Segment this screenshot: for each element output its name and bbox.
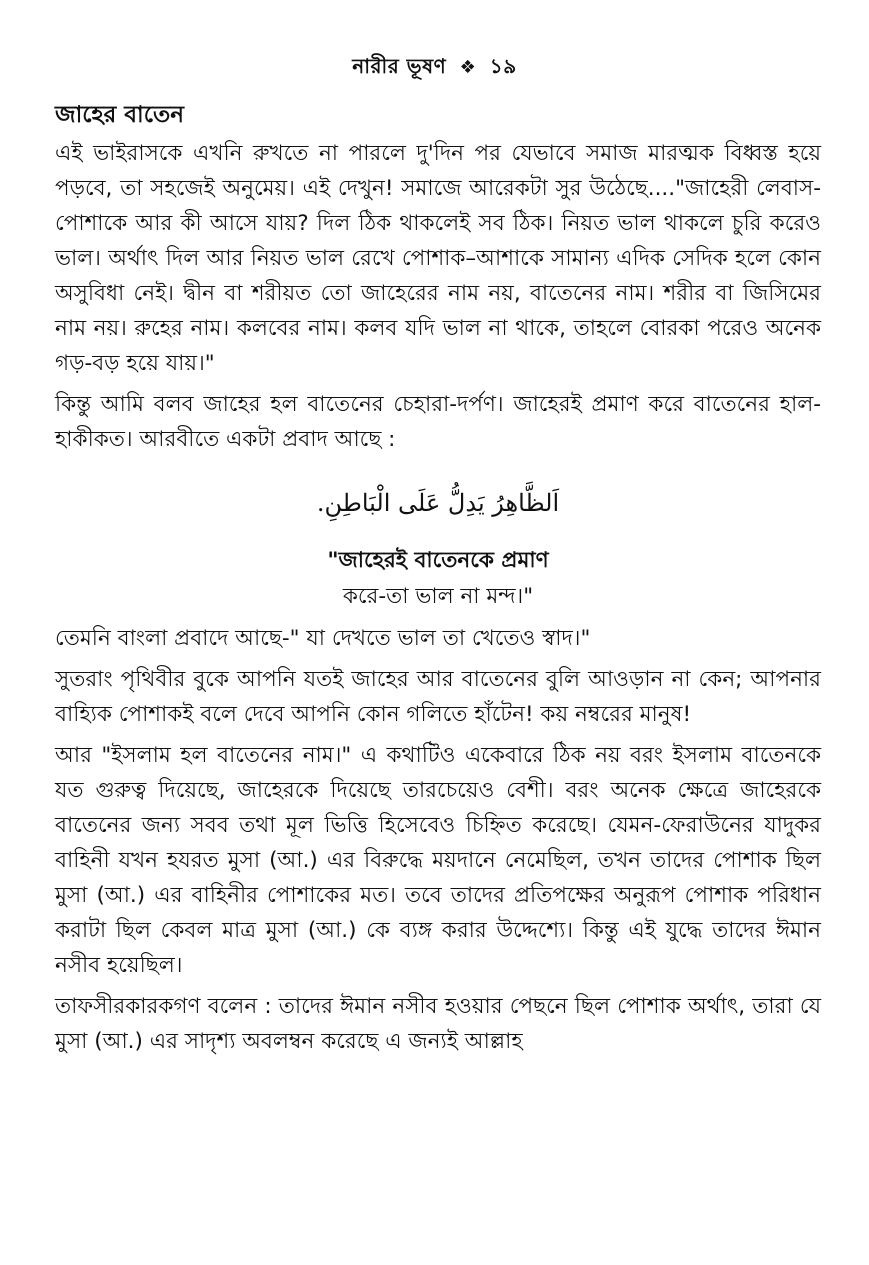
paragraph-6: তাফসীরকারকগণ বলেন : তাদের ঈমান নসীব হওয়ার পেছনে ছিল পোশাক অর্থাৎ, তারা যে মুসা (আ.) এর সাদৃশ্য অবলম্বন করেছে এ জন্যই আল্লাহ [55, 994, 821, 1054]
running-header [0, 52, 869, 85]
page-number: ১৯ [489, 54, 517, 78]
translation-line-1: "জাহেরই বাতেনকে প্রমাণ [327, 548, 549, 573]
diamond-ornament-icon: ❖ [459, 57, 477, 78]
paragraph-5: আর "ইসলাম হল বাতেনের নাম।" এ কথাটিও একেবারে ঠিক নয় বরং ইসলাম বাতেনকে যত গুরুত্ব দিয়েছে, জাহেরকে দিয়েছে তারচেয়েও বেশী। বরং অনেক ক্ষেত্রে জাহেরকে বাতেনের জন্য সবব তথা মূল ভিত্তি হিসেবেও চিহ্নিত করেছে। যেমন-ফেরাউনের যাদুকর বাহিনী যখন হযরত মুসা (আ.) এর বিরুদ্ধে ময়দানে নেমেছিল, তখন তাদের পোশাক ছিল মুসা (আ.) এর বাহিনীর পোশাকের মত। তবে তাদের প্রতিপক্ষের অনুরূপ পোশাক পরিধান করাটা ছিল কেবল মাত্র মুসা (আ.) কে ব্যঙ্গ করার উদ্দেশ্যে। কিন্তু এই যুদ্ধে তাদের ঈমান নসীব হয়েছিল। [55, 743, 821, 978]
paragraph-1: এই ভাইরাসকে এখনি রুখতে না পারলে দু'দিন পর যেভাবে সমাজ মারত্মক বিধ্বস্ত হয়ে পড়বে, তা সহজেই অনুমেয়। এই দেখুন! সমাজে আরেকটা সুর উঠেছে...."জাহেরী লেবাস-পোশাকে আর কী আসে যায়? দিল ঠিক থাকলেই সব ঠিক। নিয়ত ভাল থাকলে চুরি করেও ভাল। অর্থাৎ দিল আর নিয়ত ভাল রেখে পোশাক–আশাকে সামান্য এদিক সেদিক হলে কোন অসুবিধা নেই। দ্বীন বা শরীয়ত তো জাহেরের নাম নয়, বাতেনের নাম। শরীর বা জিসিমের নাম নয়। রুহের নাম। কলবের নাম। কলব যদি ভাল না থাকে, তাহলে বোরকা পরেও অনেক গড়-বড় হয়ে যায়।" [55, 141, 821, 376]
book-title: নারীর ভূষণ [352, 54, 447, 78]
section-heading: জাহের বাতেন [55, 102, 184, 128]
page-body [55, 98, 821, 1065]
arabic-proverb: اَلظَّاهِرُ يَدِلُّ عَلَى الْبَاطِنِ. [316, 489, 560, 517]
translation-line-2: করে-তা ভাল না মন্দ।" [342, 584, 534, 609]
paragraph-2: কিন্তু আমি বলব জাহের হল বাতেনের চেহারা-দর্পণ। জাহেরই প্রমাণ করে বাতেনের হাল-হাকীকত। আরবীতে একটা প্রবাদ আছে : [55, 392, 821, 452]
proverb-translation [55, 543, 821, 615]
paragraph-4: সুতরাং পৃথিবীর বুকে আপনি যতই জাহের আর বাতেনের বুলি আওড়ান না কেন; আপনার বাহ্যিক পোশাকই বলে দেবে আপনি কোন গলিতে হাঁটেন! কয় নম্বরের মানুষ! [55, 667, 821, 727]
paragraph-3: তেমনি বাংলা প্রবাদে আছে-" যা দেখতে ভাল তা খেতেও স্বাদ।" [55, 626, 591, 651]
